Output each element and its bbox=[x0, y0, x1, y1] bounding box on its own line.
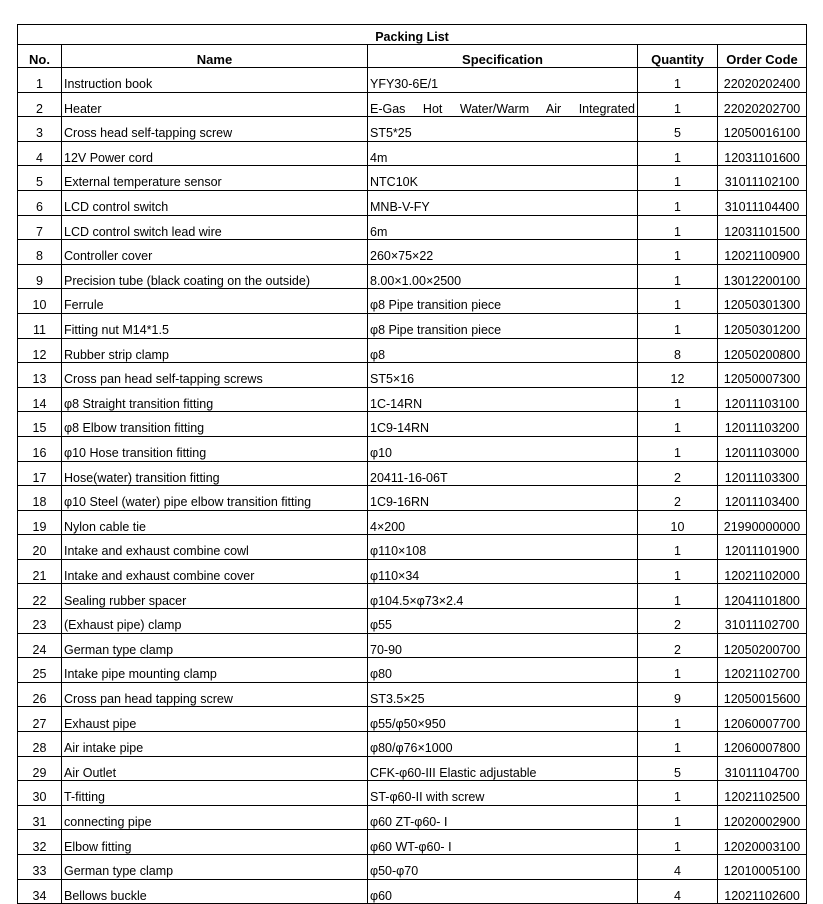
row-name: Air intake pipe bbox=[62, 732, 368, 757]
row-name: Heater bbox=[62, 92, 368, 117]
row-name: Air Outlet bbox=[62, 756, 368, 781]
row-number: 11 bbox=[18, 313, 62, 338]
row-order-code: 12011103300 bbox=[718, 461, 807, 486]
row-specification: 260×75×22 bbox=[368, 240, 638, 265]
row-number: 31 bbox=[18, 805, 62, 830]
table-row bbox=[18, 559, 807, 584]
row-order-code: 12050015600 bbox=[718, 682, 807, 707]
row-specification: ST5×16 bbox=[368, 363, 638, 388]
row-specification: φ80 bbox=[368, 658, 638, 683]
row-order-code: 12021102500 bbox=[718, 781, 807, 806]
table-row bbox=[18, 879, 807, 904]
row-quantity: 1 bbox=[638, 92, 718, 117]
row-name: Fitting nut M14*1.5 bbox=[62, 313, 368, 338]
row-name: Intake and exhaust combine cowl bbox=[62, 535, 368, 560]
row-quantity: 1 bbox=[638, 313, 718, 338]
row-quantity: 2 bbox=[638, 461, 718, 486]
table-title-row bbox=[18, 25, 807, 45]
row-order-code: 12021102000 bbox=[718, 559, 807, 584]
row-number: 16 bbox=[18, 436, 62, 461]
row-number: 20 bbox=[18, 535, 62, 560]
row-quantity: 1 bbox=[638, 805, 718, 830]
table-row bbox=[18, 264, 807, 289]
row-quantity: 1 bbox=[638, 707, 718, 732]
table-body bbox=[18, 68, 807, 904]
row-name: External temperature sensor bbox=[62, 166, 368, 191]
row-name: Intake and exhaust combine cover bbox=[62, 559, 368, 584]
row-name: German type clamp bbox=[62, 633, 368, 658]
table-row bbox=[18, 240, 807, 265]
header-quantity: Quantity bbox=[638, 45, 718, 68]
row-number: 10 bbox=[18, 289, 62, 314]
row-name: Cross pan head tapping screw bbox=[62, 682, 368, 707]
row-order-code: 12021102600 bbox=[718, 879, 807, 904]
row-quantity: 4 bbox=[638, 879, 718, 904]
row-order-code: 12041101800 bbox=[718, 584, 807, 609]
row-name: φ8 Elbow transition fitting bbox=[62, 412, 368, 437]
row-specification: CFK-φ60-III Elastic adjustable bbox=[368, 756, 638, 781]
row-name: Ferrule bbox=[62, 289, 368, 314]
row-order-code: 12011101900 bbox=[718, 535, 807, 560]
row-number: 15 bbox=[18, 412, 62, 437]
row-name: φ10 Hose transition fitting bbox=[62, 436, 368, 461]
table-row bbox=[18, 215, 807, 240]
table-row bbox=[18, 855, 807, 880]
row-number: 24 bbox=[18, 633, 62, 658]
row-number: 17 bbox=[18, 461, 62, 486]
row-order-code: 12050301300 bbox=[718, 289, 807, 314]
row-number: 22 bbox=[18, 584, 62, 609]
row-order-code: 12011103400 bbox=[718, 486, 807, 511]
row-name: connecting pipe bbox=[62, 805, 368, 830]
row-quantity: 1 bbox=[638, 830, 718, 855]
row-name: φ10 Steel (water) pipe elbow transition fitting bbox=[62, 486, 368, 511]
row-number: 32 bbox=[18, 830, 62, 855]
row-specification: φ10 bbox=[368, 436, 638, 461]
row-number: 4 bbox=[18, 141, 62, 166]
row-specification: 1C9-14RN bbox=[368, 412, 638, 437]
row-quantity: 1 bbox=[638, 240, 718, 265]
row-order-code: 12050016100 bbox=[718, 117, 807, 142]
row-quantity: 1 bbox=[638, 559, 718, 584]
table-row bbox=[18, 436, 807, 461]
row-order-code: 31011102700 bbox=[718, 609, 807, 634]
row-specification: φ8 Pipe transition piece bbox=[368, 289, 638, 314]
row-specification: φ55 bbox=[368, 609, 638, 634]
row-number: 18 bbox=[18, 486, 62, 511]
row-order-code: 12011103100 bbox=[718, 387, 807, 412]
row-specification: 6m bbox=[368, 215, 638, 240]
row-order-code: 21990000000 bbox=[718, 510, 807, 535]
table-row bbox=[18, 486, 807, 511]
row-name: Elbow fitting bbox=[62, 830, 368, 855]
table-row bbox=[18, 732, 807, 757]
row-order-code: 12050007300 bbox=[718, 363, 807, 388]
row-name: Nylon cable tie bbox=[62, 510, 368, 535]
row-number: 28 bbox=[18, 732, 62, 757]
row-name: T-fitting bbox=[62, 781, 368, 806]
row-quantity: 1 bbox=[638, 658, 718, 683]
row-name: 12V Power cord bbox=[62, 141, 368, 166]
row-name: Cross head self-tapping screw bbox=[62, 117, 368, 142]
row-name: Intake pipe mounting clamp bbox=[62, 658, 368, 683]
row-order-code: 12020002900 bbox=[718, 805, 807, 830]
row-specification: φ80/φ76×1000 bbox=[368, 732, 638, 757]
table-row bbox=[18, 289, 807, 314]
row-name: Sealing rubber spacer bbox=[62, 584, 368, 609]
row-order-code: 12060007700 bbox=[718, 707, 807, 732]
row-number: 33 bbox=[18, 855, 62, 880]
row-number: 25 bbox=[18, 658, 62, 683]
table-row bbox=[18, 313, 807, 338]
table-row bbox=[18, 510, 807, 535]
table-row bbox=[18, 633, 807, 658]
row-quantity: 1 bbox=[638, 584, 718, 609]
row-specification: φ60 bbox=[368, 879, 638, 904]
table-row bbox=[18, 805, 807, 830]
table-row bbox=[18, 707, 807, 732]
row-specification: φ55/φ50×950 bbox=[368, 707, 638, 732]
row-quantity: 1 bbox=[638, 412, 718, 437]
row-quantity: 1 bbox=[638, 264, 718, 289]
row-order-code: 12050301200 bbox=[718, 313, 807, 338]
row-order-code: 12031101500 bbox=[718, 215, 807, 240]
row-order-code: 12060007800 bbox=[718, 732, 807, 757]
row-name: Exhaust pipe bbox=[62, 707, 368, 732]
row-specification: φ60 WT-φ60- Ⅰ bbox=[368, 830, 638, 855]
row-number: 13 bbox=[18, 363, 62, 388]
row-name: Rubber strip clamp bbox=[62, 338, 368, 363]
row-order-code: 12021100900 bbox=[718, 240, 807, 265]
row-specification: 4×200 bbox=[368, 510, 638, 535]
row-quantity: 12 bbox=[638, 363, 718, 388]
row-number: 5 bbox=[18, 166, 62, 191]
row-name: Controller cover bbox=[62, 240, 368, 265]
row-specification: NTC10K bbox=[368, 166, 638, 191]
row-quantity: 5 bbox=[638, 756, 718, 781]
row-quantity: 1 bbox=[638, 436, 718, 461]
table-row bbox=[18, 830, 807, 855]
row-name: LCD control switch bbox=[62, 190, 368, 215]
row-order-code: 12050200700 bbox=[718, 633, 807, 658]
row-name: φ8 Straight transition fitting bbox=[62, 387, 368, 412]
header-name: Name bbox=[62, 45, 368, 68]
row-specification: E-Gas Hot Water/Warm Air Integrated bbox=[368, 92, 638, 117]
header-order-code: Order Code bbox=[718, 45, 807, 68]
row-specification: φ50-φ70 bbox=[368, 855, 638, 880]
row-order-code: 31011104400 bbox=[718, 190, 807, 215]
header-no: No. bbox=[18, 45, 62, 68]
row-quantity: 2 bbox=[638, 486, 718, 511]
row-specification: 1C-14RN bbox=[368, 387, 638, 412]
row-specification: ST3.5×25 bbox=[368, 682, 638, 707]
row-specification: 4m bbox=[368, 141, 638, 166]
table-row bbox=[18, 166, 807, 191]
table-row bbox=[18, 781, 807, 806]
row-quantity: 10 bbox=[638, 510, 718, 535]
table-row bbox=[18, 584, 807, 609]
row-specification: 70-90 bbox=[368, 633, 638, 658]
row-order-code: 22020202400 bbox=[718, 68, 807, 93]
row-name: Bellows buckle bbox=[62, 879, 368, 904]
row-number: 12 bbox=[18, 338, 62, 363]
row-order-code: 22020202700 bbox=[718, 92, 807, 117]
table-row bbox=[18, 363, 807, 388]
table-row bbox=[18, 609, 807, 634]
packing-list-table bbox=[17, 24, 807, 904]
row-quantity: 1 bbox=[638, 289, 718, 314]
table-row bbox=[18, 412, 807, 437]
row-number: 30 bbox=[18, 781, 62, 806]
row-number: 29 bbox=[18, 756, 62, 781]
row-quantity: 1 bbox=[638, 68, 718, 93]
table-row bbox=[18, 117, 807, 142]
row-quantity: 4 bbox=[638, 855, 718, 880]
row-specification: φ110×108 bbox=[368, 535, 638, 560]
row-specification: φ8 Pipe transition piece bbox=[368, 313, 638, 338]
table-header-row bbox=[18, 45, 807, 68]
table-row bbox=[18, 461, 807, 486]
table-row bbox=[18, 387, 807, 412]
table-row bbox=[18, 68, 807, 93]
row-quantity: 1 bbox=[638, 732, 718, 757]
row-number: 2 bbox=[18, 92, 62, 117]
row-quantity: 1 bbox=[638, 781, 718, 806]
row-quantity: 2 bbox=[638, 633, 718, 658]
row-quantity: 1 bbox=[638, 215, 718, 240]
row-order-code: 12020003100 bbox=[718, 830, 807, 855]
table-row bbox=[18, 756, 807, 781]
row-name: Hose(water) transition fitting bbox=[62, 461, 368, 486]
table-row bbox=[18, 92, 807, 117]
row-specification: φ8 bbox=[368, 338, 638, 363]
row-number: 26 bbox=[18, 682, 62, 707]
row-order-code: 31011102100 bbox=[718, 166, 807, 191]
table-title: Packing List bbox=[18, 25, 807, 45]
row-number: 21 bbox=[18, 559, 62, 584]
row-number: 3 bbox=[18, 117, 62, 142]
row-number: 6 bbox=[18, 190, 62, 215]
row-order-code: 12050200800 bbox=[718, 338, 807, 363]
row-quantity: 5 bbox=[638, 117, 718, 142]
row-number: 23 bbox=[18, 609, 62, 634]
table-row bbox=[18, 535, 807, 560]
table-row bbox=[18, 682, 807, 707]
row-specification: φ110×34 bbox=[368, 559, 638, 584]
row-number: 7 bbox=[18, 215, 62, 240]
row-name: (Exhaust pipe) clamp bbox=[62, 609, 368, 634]
table-row bbox=[18, 338, 807, 363]
row-order-code: 12031101600 bbox=[718, 141, 807, 166]
row-specification: MNB-V-FY bbox=[368, 190, 638, 215]
row-specification: YFY30-6E/1 bbox=[368, 68, 638, 93]
row-quantity: 1 bbox=[638, 141, 718, 166]
row-specification: φ60 ZT-φ60- Ⅰ bbox=[368, 805, 638, 830]
row-number: 27 bbox=[18, 707, 62, 732]
row-specification: 8.00×1.00×2500 bbox=[368, 264, 638, 289]
header-specification: Specification bbox=[368, 45, 638, 68]
row-number: 1 bbox=[18, 68, 62, 93]
table-row bbox=[18, 141, 807, 166]
table-row bbox=[18, 658, 807, 683]
row-quantity: 1 bbox=[638, 166, 718, 191]
row-order-code: 12021102700 bbox=[718, 658, 807, 683]
row-name: German type clamp bbox=[62, 855, 368, 880]
row-number: 34 bbox=[18, 879, 62, 904]
row-number: 19 bbox=[18, 510, 62, 535]
row-order-code: 12010005100 bbox=[718, 855, 807, 880]
row-order-code: 12011103200 bbox=[718, 412, 807, 437]
row-name: Cross pan head self-tapping screws bbox=[62, 363, 368, 388]
row-order-code: 31011104700 bbox=[718, 756, 807, 781]
row-order-code: 12011103000 bbox=[718, 436, 807, 461]
row-number: 8 bbox=[18, 240, 62, 265]
row-quantity: 1 bbox=[638, 535, 718, 560]
row-quantity: 2 bbox=[638, 609, 718, 634]
row-quantity: 1 bbox=[638, 387, 718, 412]
row-quantity: 9 bbox=[638, 682, 718, 707]
row-specification: 1C9-16RN bbox=[368, 486, 638, 511]
row-number: 9 bbox=[18, 264, 62, 289]
row-specification: ST-φ60-II with screw bbox=[368, 781, 638, 806]
row-quantity: 8 bbox=[638, 338, 718, 363]
row-specification: ST5*25 bbox=[368, 117, 638, 142]
row-specification: 20411-16-06T bbox=[368, 461, 638, 486]
row-order-code: 13012200100 bbox=[718, 264, 807, 289]
row-quantity: 1 bbox=[638, 190, 718, 215]
row-name: Precision tube (black coating on the outside) bbox=[62, 264, 368, 289]
table-row bbox=[18, 190, 807, 215]
row-name: LCD control switch lead wire bbox=[62, 215, 368, 240]
row-name: Instruction book bbox=[62, 68, 368, 93]
row-number: 14 bbox=[18, 387, 62, 412]
row-specification: φ104.5×φ73×2.4 bbox=[368, 584, 638, 609]
